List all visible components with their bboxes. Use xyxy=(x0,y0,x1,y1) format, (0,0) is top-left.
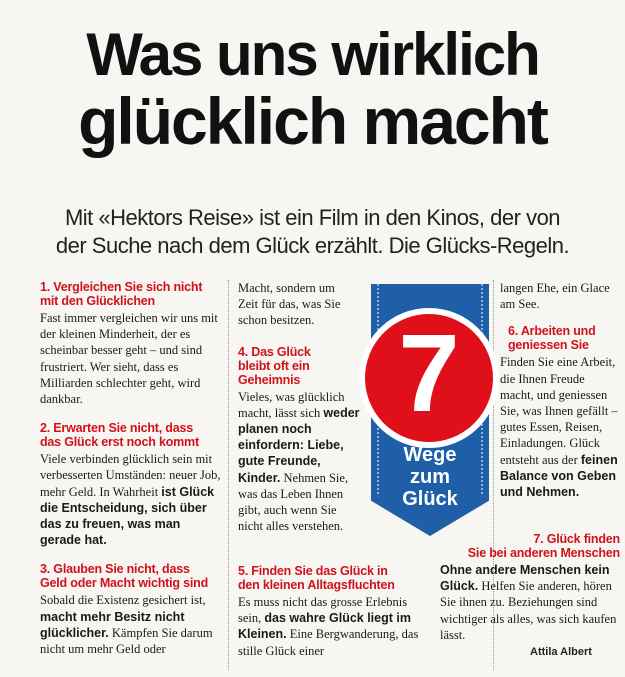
rule-body: Finden Sie eine Arbeit, die Ihnen Freude macht, und geniessen Sie, was Ihnen gefällt – gutes Essen, Reisen, Einladungen. Glück entsteht aus der feinen Balance von Geben und Nehmen. xyxy=(500,355,618,500)
rule-body: Ohne andere Menschen kein Glück. Helfen Sie anderen, hören Sie ihnen zu. Beziehungen sind wichtiger als alles, was sich kaufen lässt. xyxy=(440,563,617,642)
rule-heading: 4. Das Glück bleibt oft ein Geheimnis xyxy=(238,344,311,387)
deck-line-2: der Suche nach dem Glück erzählt. Die Glücks-Regeln. xyxy=(55,233,570,258)
badge-label: Wege zum Glück xyxy=(402,444,458,510)
rule-5 xyxy=(238,564,426,659)
rule-heading: 3. Glauben Sie nicht, dass Geld oder Macht wichtig sind xyxy=(40,562,209,591)
deck-line-1: Mit «Hektors Reise» ist ein Film in den Kinos, der von xyxy=(64,205,561,230)
rule-6 xyxy=(508,324,620,352)
author-byline: Attila Albert xyxy=(530,646,592,658)
headline-line-1: Was uns wirklich xyxy=(86,21,539,88)
rule-heading: 2. Erwarten Sie nicht, dass das Glück erst noch kommt xyxy=(40,421,199,450)
headline-line-2: glücklich macht xyxy=(78,84,547,158)
column-1 xyxy=(40,280,222,657)
column-2 xyxy=(238,280,362,534)
rule-5-continued: langen Ehe, ein Glace am See. xyxy=(500,281,610,312)
rule-2 xyxy=(40,421,222,548)
rule-4 xyxy=(238,345,362,535)
rule-3 xyxy=(40,562,222,657)
rule-body: Vieles, was glücklich macht, lässt sich weder planen noch einfordern: Liebe, gute Freunde, Kinder. Nehmen Sie, was das Leben Ihnen gibt, auch wenn Sie nicht alles verstehen. xyxy=(238,389,360,534)
rule-3-continued: Macht, sondern um Zeit für das, was Sie schon besitzen. xyxy=(238,281,341,328)
rule-body: Fast immer vergleichen wir uns mit der kleinen Minderheit, der es scheinbar besser geht – und sind frustriert. Wer sieht, dass es Milliarden schlechter geht, wird dankbar. xyxy=(40,311,218,407)
rule-body: Viele verbinden glücklich sein mit verbesserten Umständen: neuer Job, mehr Geld. In Wahrheit ist Glück die Entscheidung, sich über das zu freuen, was man gerade hat. xyxy=(40,452,221,548)
rule-body: Es muss nicht das grosse Erlebnis sein, das wahre Glück liegt im Kleinen. Eine Bergwanderung, das stille Glück einer xyxy=(238,595,419,658)
rule-heading: 5. Finden Sie das Glück in den kleinen Alltagsfluchten xyxy=(238,564,395,592)
column-divider xyxy=(228,280,229,670)
rule-heading: 7. Glück finden Sie bei anderen Menschen xyxy=(467,532,620,560)
badge-number: 7 xyxy=(398,312,460,435)
rule-heading: 6. Arbeiten und geniessen Sie xyxy=(508,324,596,353)
rule-body: Sobald die Existenz gesichert ist, macht mehr Besitz nicht glücklicher. Kämpfen Sie darum nicht um mehr Geld oder xyxy=(40,593,213,657)
column-3 xyxy=(500,280,620,500)
rule-heading: 1. Vergleichen Sie sich nicht mit den Glücklichen xyxy=(40,280,203,308)
rule-1 xyxy=(40,280,222,407)
rule-7 xyxy=(440,532,620,643)
